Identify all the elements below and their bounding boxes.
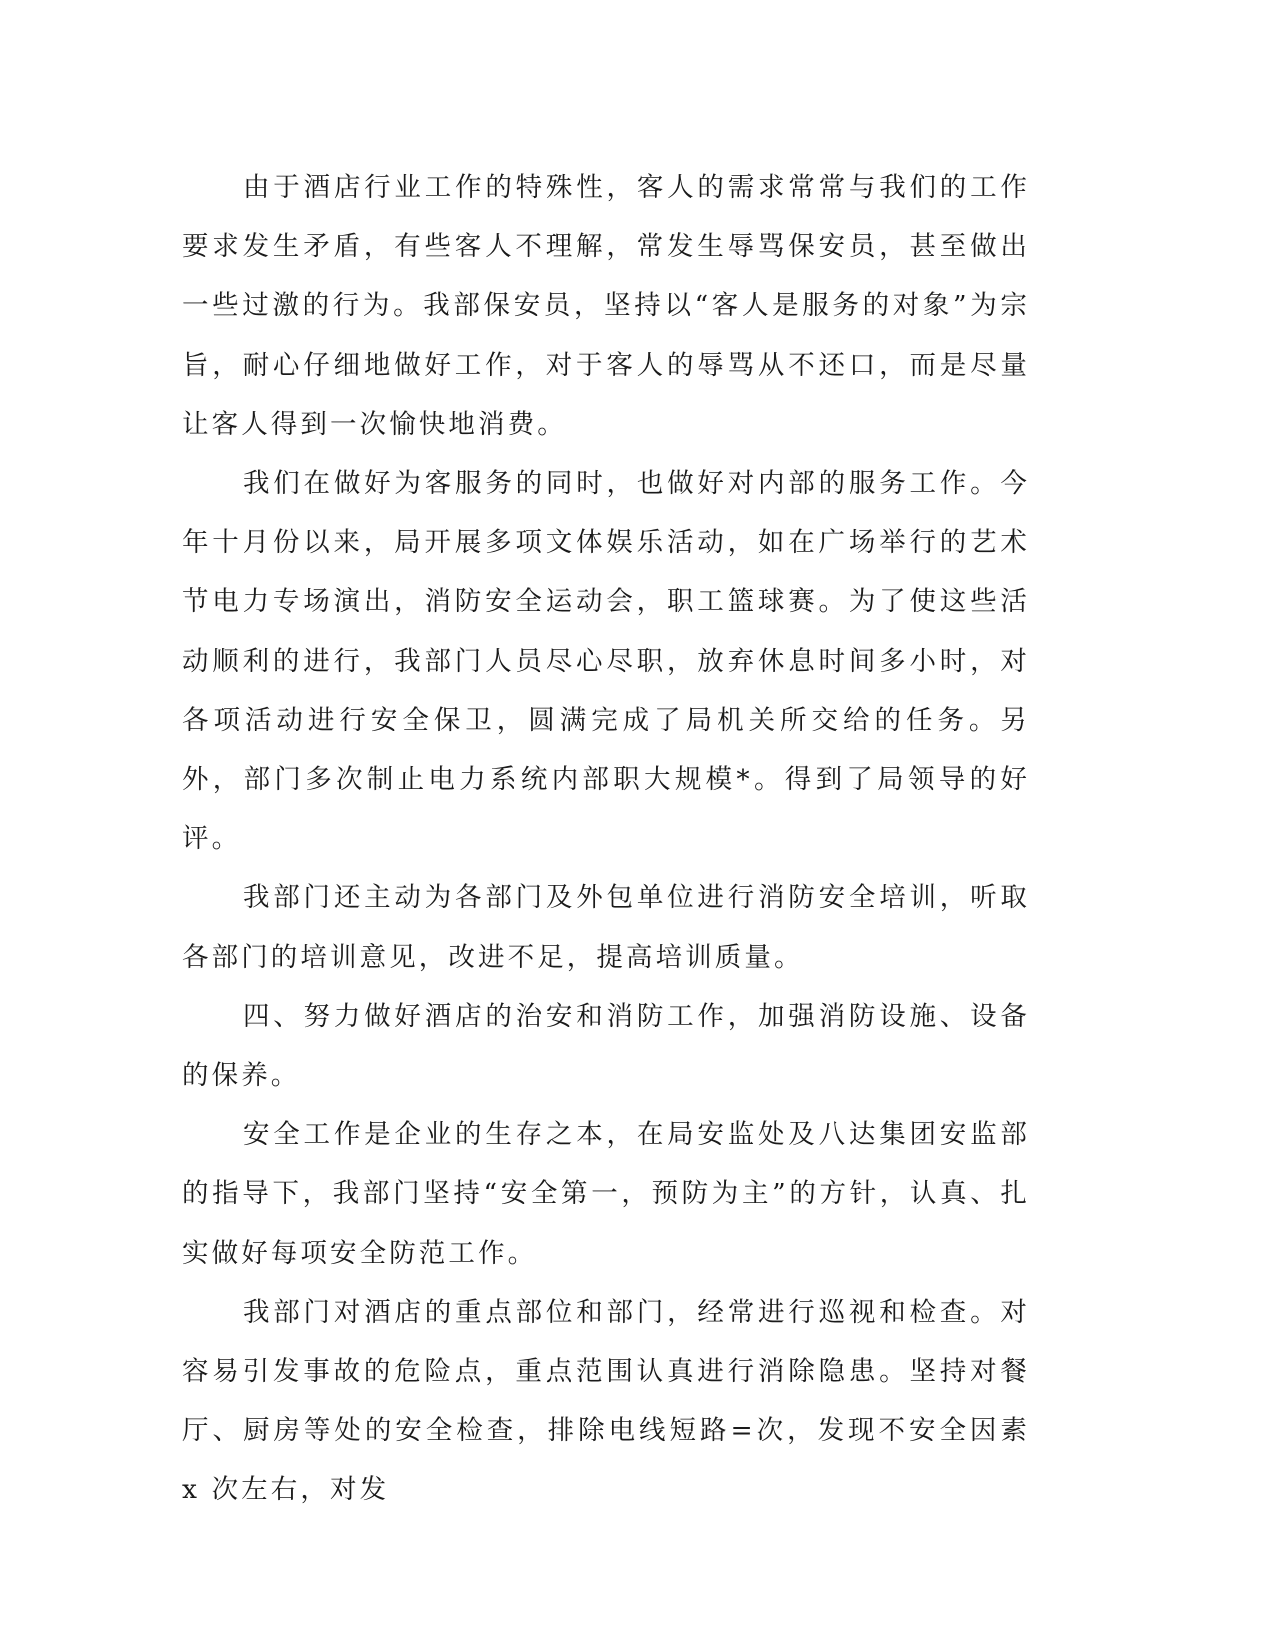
paragraph-inspections: 我部门对酒店的重点部位和部门，经常进行巡视和检查。对容易引发事故的危险点，重点范围认真进行消除隐患。坚持对餐厅、厨房等处的安全检查，排除电线短路=次，发现不安全因素 x 次左右，对发 xyxy=(182,1296,1030,1506)
paragraph-fire-training: 我部门还主动为各部门及外包单位进行消防安全培训，听取各部门的培训意见，改进不足，提高培训质量。 xyxy=(182,882,1030,973)
paragraph-section-four-heading: 四、努力做好酒店的治安和消防工作，加强消防设施、设备的保养。 xyxy=(182,1000,1030,1092)
paragraph-internal-service: 我们在做好为客服务的同时，也做好对内部的服务工作。今年十月份以来，局开展多项文体娱乐活动，如在广场举行的艺术节电力专场演出，消防安全运动会，职工篮球赛。为了使这些活动顺利的进行，我部门人员尽心尽职，放弃休息时间多小时，对各项活动进行安全保卫，圆满完成了局机关所交给的任务。另外，部门多次制止电力系统内部职大规模*。得到了局领导的好评。 xyxy=(182,468,1030,855)
document-body xyxy=(182,158,1030,1520)
paragraph-guest-service: 由于酒店行业工作的特殊性，客人的需求常常与我们的工作要求发生矛盾，有些客人不理解，常发生辱骂保安员，甚至做出一些过激的行为。我部保安员，坚持以“客人是服务的对象”为宗旨，耐心仔细地做好工作，对于客人的辱骂从不还口，而是尽量让客人得到一次愉快地消费。 xyxy=(182,172,1030,440)
paragraph-safety-policy: 安全工作是企业的生存之本，在局安监处及八达集团安监部的指导下，我部门坚持“安全第一，预防为主”的方针，认真、扎实做好每项安全防范工作。 xyxy=(182,1119,1030,1269)
